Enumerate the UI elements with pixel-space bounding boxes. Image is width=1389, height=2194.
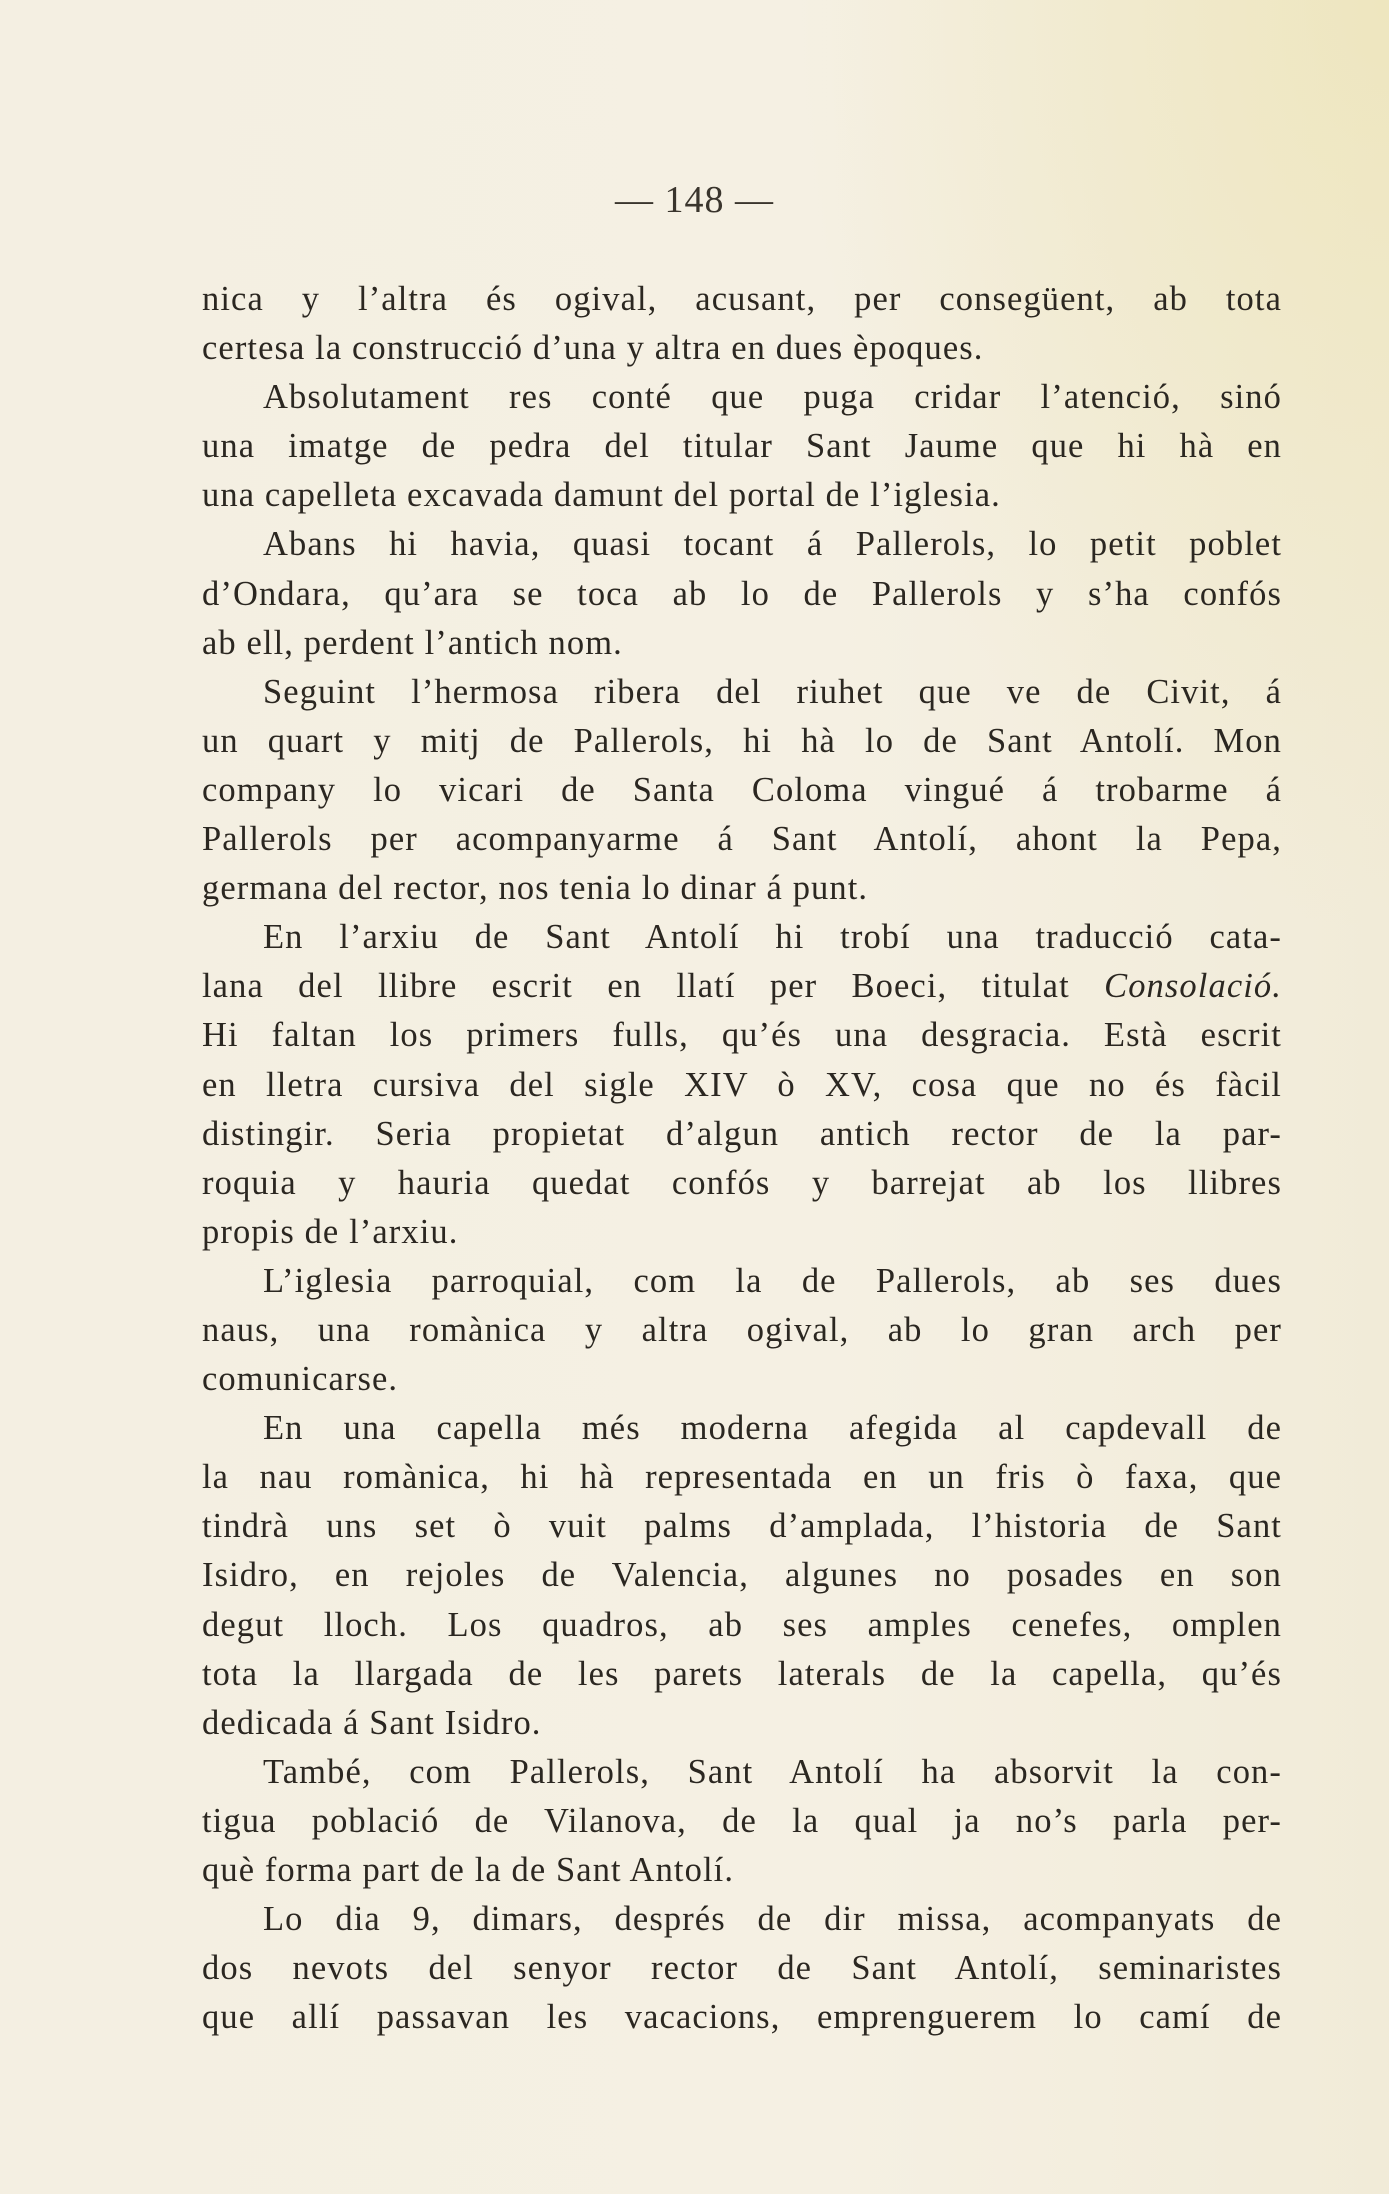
text-line: Seguint l’hermosa ribera del riuhet que ve de Civit, á — [263, 672, 1282, 711]
text-line: dos nevots del senyor rector de Sant Antolí, seminaristes — [202, 1949, 1282, 1988]
text-line: una capelleta excavada damunt del portal de l’iglesia. — [202, 476, 1001, 515]
text-line: la nau romànica, hi hà representada en un fris ò faxa, que — [202, 1458, 1282, 1497]
text-line-prefix: lana del llibre escrit en llatí per Boeci, titulat — [202, 967, 1105, 1006]
text-line: tigua població de Vilanova, de la qual ja no’s parla per- — [202, 1801, 1282, 1840]
text-line: També, com Pallerols, Sant Antolí ha absorvit la con- — [263, 1752, 1282, 1791]
text-line — [202, 962, 1282, 1011]
book-title-italic: Consolació. — [1104, 967, 1282, 1006]
text-line: Isidro, en rejoles de Valencia, algunes no posades en son — [202, 1556, 1282, 1595]
text-line: roquia y hauria quedat confós y barrejat ab los llibres — [202, 1163, 1282, 1202]
text-line: d’Ondara, qu’ara se toca ab lo de Pallerols y s’ha confós — [202, 574, 1282, 613]
text-line: comunicarse. — [202, 1360, 399, 1399]
text-line: Pallerols per acompanyarme á Sant Antolí, ahont la Pepa, — [202, 820, 1282, 859]
text-line: tota la llargada de les parets laterals de la capella, qu’és — [202, 1654, 1282, 1693]
text-line: Lo dia 9, dimars, després de dir missa, acompanyats de — [263, 1900, 1282, 1939]
body-text — [202, 275, 1282, 2042]
text-line: nica y l’altra és ogival, acusant, per consegüent, ab tota — [202, 280, 1282, 318]
text-line: Absolutament res conté que puga cridar l’atenció, sinó — [263, 378, 1282, 417]
text-line: que allí passavan les vacacions, emprenguerem lo camí de — [202, 1998, 1282, 2037]
text-line: germana del rector, nos tenia lo dinar á punt. — [202, 869, 869, 908]
page-number: — 148 — — [615, 179, 774, 221]
text-line: En l’arxiu de Sant Antolí hi trobí una traducció cata- — [263, 918, 1282, 957]
text-line: Abans hi havia, quasi tocant á Pallerols, lo petit poblet — [263, 525, 1282, 564]
text-line: un quart y mitj de Pallerols, hi hà lo de Sant Antolí. Mon — [202, 721, 1282, 760]
text-line: naus, una romànica y altra ogival, ab lo gran arch per — [202, 1310, 1282, 1349]
text-line: en lletra cursiva del sigle XIV ò XV, cosa que no és fàcil — [202, 1065, 1282, 1104]
text-line: dedicada á Sant Isidro. — [202, 1703, 542, 1742]
text-line: tindrà uns set ò vuit palms d’amplada, l’historia de Sant — [202, 1507, 1282, 1546]
text-line: Hi faltan los primers fulls, qu’és una desgracia. Està escrit — [202, 1016, 1282, 1055]
text-line: certesa la construcció d’una y altra en dues èpoques. — [202, 329, 984, 368]
text-line: L’iglesia parroquial, com la de Pallerols, ab ses dues — [263, 1261, 1282, 1300]
text-line: distingir. Seria propietat d’algun antich rector de la par- — [202, 1114, 1282, 1153]
text-line: degut lloch. Los quadros, ab ses amples cenefes, omplen — [202, 1605, 1282, 1644]
text-line: En una capella més moderna afegida al capdevall de — [263, 1409, 1282, 1448]
text-line: company lo vicari de Santa Coloma vingué á trobarme á — [202, 770, 1282, 809]
text-line: propis de l’arxiu. — [202, 1212, 459, 1251]
text-line: què forma part de la de Sant Antolí. — [202, 1851, 735, 1889]
text-line: una imatge de pedra del titular Sant Jaume que hi hà en — [202, 427, 1282, 466]
text-line: ab ell, perdent l’antich nom. — [202, 623, 623, 662]
